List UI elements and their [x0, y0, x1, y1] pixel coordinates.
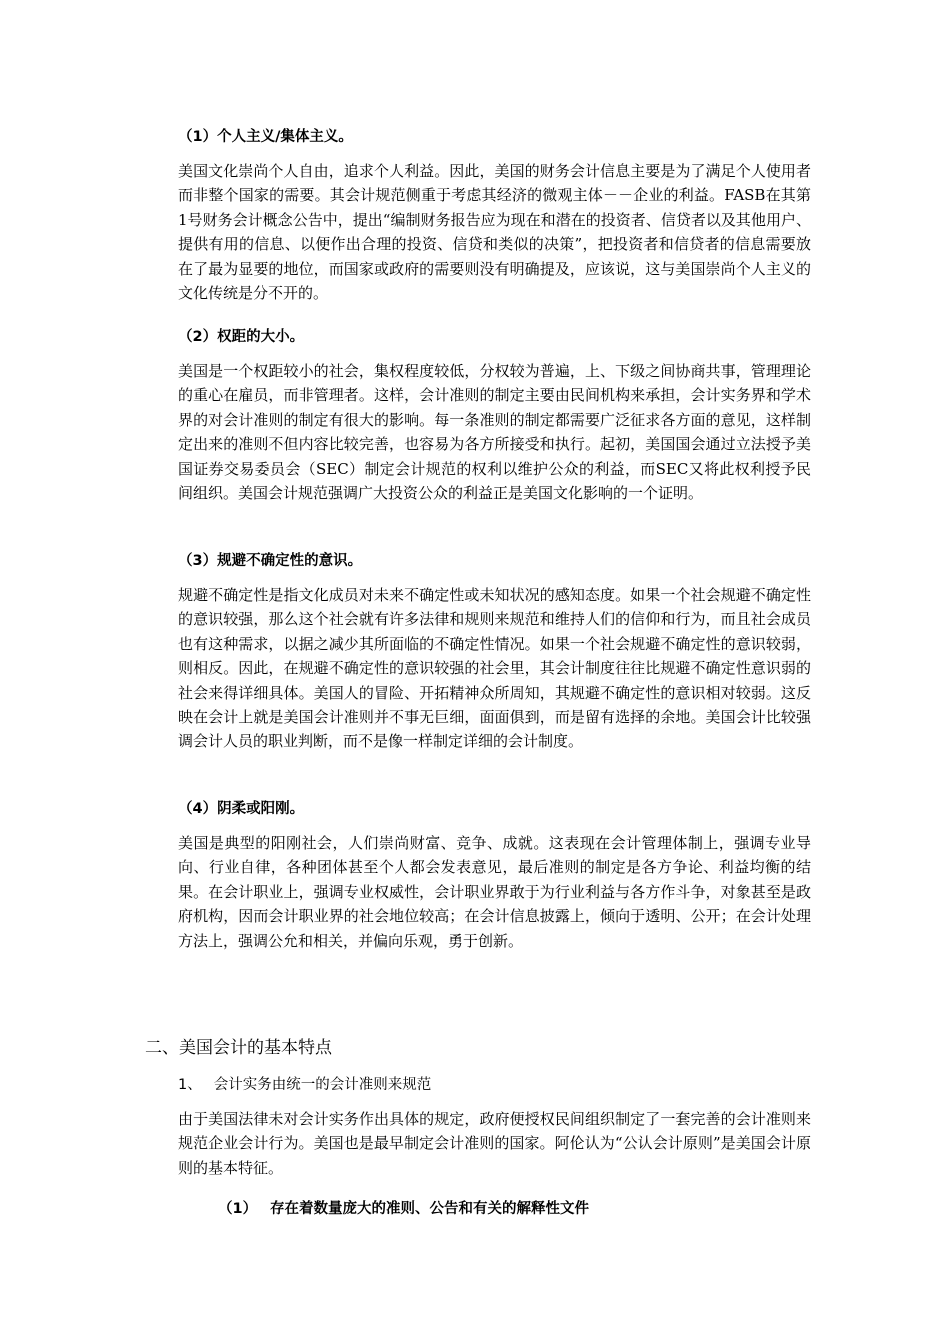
- item-number: 1、: [178, 1077, 202, 1093]
- subitem-number: （1）: [218, 1201, 258, 1217]
- subheading-masculinity: （4）阴柔或阳刚。: [178, 801, 305, 817]
- subheading-individualism: （1）个人主义/集体主义。: [178, 129, 353, 145]
- subitem-heading-numerous-standards: [218, 1199, 589, 1219]
- paragraph-unified-standards: 由于美国法律未对会计实务作出具体的规定，政府便授权民间组织制定了一套完善的会计准则来规范企业会计行为。美国也是最早制定会计准则的国家。阿伦认为“公认会计原则”是美国会计原则的基本特征。: [178, 1110, 811, 1177]
- subheading-uncertainty-avoidance: （3）规避不确定性的意识。: [178, 553, 363, 569]
- section-heading-basic-features: 二、美国会计的基本特点: [145, 1038, 332, 1058]
- item-title: 会计实务由统一的会计准则来规范: [213, 1077, 432, 1093]
- paragraph-masculinity: 美国是典型的阳刚社会，人们崇尚财富、竞争、成就。这表现在会计管理体制上，强调专业导向、行业自律，各种团体甚至个人都会发表意见，最后准则的制定是各方争论、利益均衡的结果。在会计职业上，强调专业权威性，会计职业界敢于为行业利益与各方作斗争，对象甚至是政府机构，因而会计职业界的社会地位较高；在会计信息披露上，倾向于透明、公开；在会计处理方法上，强调公允和相关，并偏向乐观，勇于创新。: [178, 834, 811, 950]
- paragraph-uncertainty-avoidance: 规避不确定性是指文化成员对未来不确定性或未知状况的感知态度。如果一个社会规避不确定性的意识较强，那么这个社会就有许多法律和规则来规范和维持人们的信仰和行为，而且社会成员也有这种需求，以据之减少其所面临的不确定性情况。如果一个社会规避不确定性的意识较弱，则相反。因此，在规避不确定性的意识较强的社会里，其会计制度往往比规避不确定性意识弱的社会来得详细具体。美国人的冒险、开拓精神众所周知，其规避不确定性的意识相对较弱。这反映在会计上就是美国会计准则并不事无巨细，面面俱到，而是留有选择的余地。美国会计比较强调会计人员的职业判断，而不是像一样制定详细的会计制度。: [178, 586, 811, 751]
- paragraph-individualism: 美国文化崇尚个人自由，追求个人利益。因此，美国的财务会计信息主要是为了满足个人使用者而非整个国家的需要。其会计规范侧重于考虑其经济的微观主体－－企业的利益。FASB在其第1号财务会计概念公告中，提出“编制财务报告应为现在和潜在的投资者、信贷者以及其他用户、提供有用的信息、以便作出合理的投资、信贷和类似的决策”，把投资者和信贷者的信息需要放在了最为显要的地位，而国家或政府的需要则没有明确提及，应该说，这与美国崇尚个人主义的文化传统是分不开的。: [178, 162, 811, 303]
- paragraph-power-distance: 美国是一个权距较小的社会，集权程度较低，分权较为普遍，上、下级之间协商共事，管理理论的重心在雇员，而非管理者。这样，会计准则的制定主要由民间机构来承担，会计实务界和学术界的对会计准则的制定有很大的影响。每一条准则的制定都需要广泛征求各方面的意见，这样制定出来的准则不但内容比较完善，也容易为各方所接受和执行。起初，美国国会通过立法授予美国证券交易委员会（SEC）制定会计规范的权利以维护公众的利益，而SEC又将此权利授予民间组织。美国会计规范强调广大投资公众的利益正是美国文化影响的一个证明。: [178, 362, 811, 503]
- subheading-power-distance: （2）权距的大小。: [178, 329, 305, 345]
- item-heading-unified-standards: [178, 1075, 431, 1095]
- subitem-title: 存在着数量庞大的准则、公告和有关的解释性文件: [270, 1201, 589, 1217]
